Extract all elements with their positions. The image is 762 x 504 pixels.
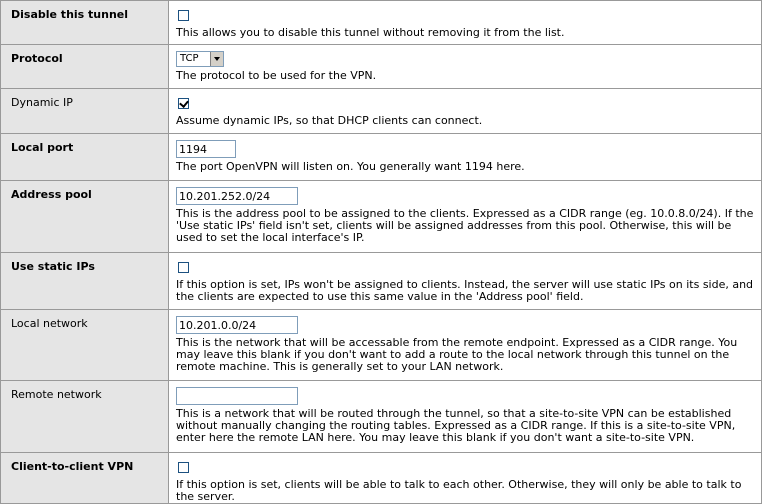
label-cell (1, 253, 169, 310)
client-to-client-vpn-checkbox[interactable] (178, 462, 189, 473)
protocol-select[interactable] (176, 51, 224, 67)
row-remote-network (1, 381, 762, 453)
local-network-input[interactable] (176, 316, 298, 334)
protocol-label: Protocol (11, 52, 63, 65)
use-static-ips-description: If this option is set, IPs won't be assigned to clients. Instead, the server will use static IPs on its side, and the clients are expected to use this same value in the 'Address pool' field. (176, 278, 754, 303)
remote-network-input[interactable] (176, 387, 298, 405)
label-cell (1, 45, 169, 89)
label-cell (1, 89, 169, 134)
row-client-to-client-vpn (1, 453, 762, 504)
value-cell (169, 453, 762, 504)
address-pool-input[interactable] (176, 187, 298, 205)
protocol-description: The protocol to be used for the VPN. (176, 69, 377, 82)
dynamic-ip-description: Assume dynamic IPs, so that DHCP clients can connect. (176, 114, 483, 127)
dynamic-ip-label: Dynamic IP (11, 96, 73, 109)
row-use-static-ips (1, 253, 762, 310)
row-address-pool (1, 181, 762, 253)
label-cell (1, 1, 169, 45)
label-cell (1, 181, 169, 253)
use-static-ips-label: Use static IPs (11, 260, 95, 273)
row-protocol (1, 45, 762, 89)
remote-network-description: This is a network that will be routed through the tunnel, so that a site-to-site VPN can be established without manually changing the routing tables. Expressed as a CIDR range. If this is a site-to-site VPN, enter here the remote LAN here. You may leave this blank if you don't want a site-to-site VPN. (176, 407, 736, 444)
local-network-description: This is the network that will be accessable from the remote endpoint. Expressed as a CIDR range. You may leave this blank if you don't want to add a route to the local network through this tunnel on the remote machine. This is generally set to your LAN network. (176, 336, 738, 373)
local-port-description: The port OpenVPN will listen on. You generally want 1194 here. (176, 160, 525, 173)
dynamic-ip-checkbox[interactable] (178, 98, 189, 109)
value-cell (169, 134, 762, 181)
disable-tunnel-label: Disable this tunnel (11, 8, 129, 21)
local-port-label: Local port (11, 141, 74, 154)
client-to-client-vpn-label: Client-to-client VPN (11, 460, 134, 473)
label-cell (1, 453, 169, 504)
local-network-label: Local network (11, 317, 88, 330)
disable-tunnel-checkbox[interactable] (178, 10, 189, 21)
address-pool-description: This is the address pool to be assigned to the clients. Expressed as a CIDR range (eg. 10.0.8.0/24). If the 'Use static IPs' field isn't set, clients will be assigned addresses from this pool. Otherwise, this will be used to set the local interface's IP. (176, 207, 754, 244)
label-cell (1, 134, 169, 181)
value-cell (169, 45, 762, 89)
disable-tunnel-description: This allows you to disable this tunnel without removing it from the list. (176, 26, 565, 39)
label-cell (1, 381, 169, 453)
use-static-ips-checkbox[interactable] (178, 262, 189, 273)
chevron-down-icon[interactable] (210, 52, 223, 66)
value-cell (169, 89, 762, 134)
remote-network-label: Remote network (11, 388, 102, 401)
value-cell (169, 1, 762, 45)
row-disable-tunnel (1, 1, 762, 45)
client-to-client-vpn-description: If this option is set, clients will be able to talk to each other. Otherwise, they will only be able to talk to the server. (176, 478, 742, 503)
row-local-network (1, 310, 762, 381)
row-dynamic-ip (1, 89, 762, 134)
value-cell (169, 310, 762, 381)
value-cell (169, 253, 762, 310)
row-local-port (1, 134, 762, 181)
label-cell (1, 310, 169, 381)
value-cell (169, 381, 762, 453)
protocol-select-value: TCP (180, 53, 199, 64)
value-cell (169, 181, 762, 253)
address-pool-label: Address pool (11, 188, 92, 201)
local-port-input[interactable] (176, 140, 236, 158)
